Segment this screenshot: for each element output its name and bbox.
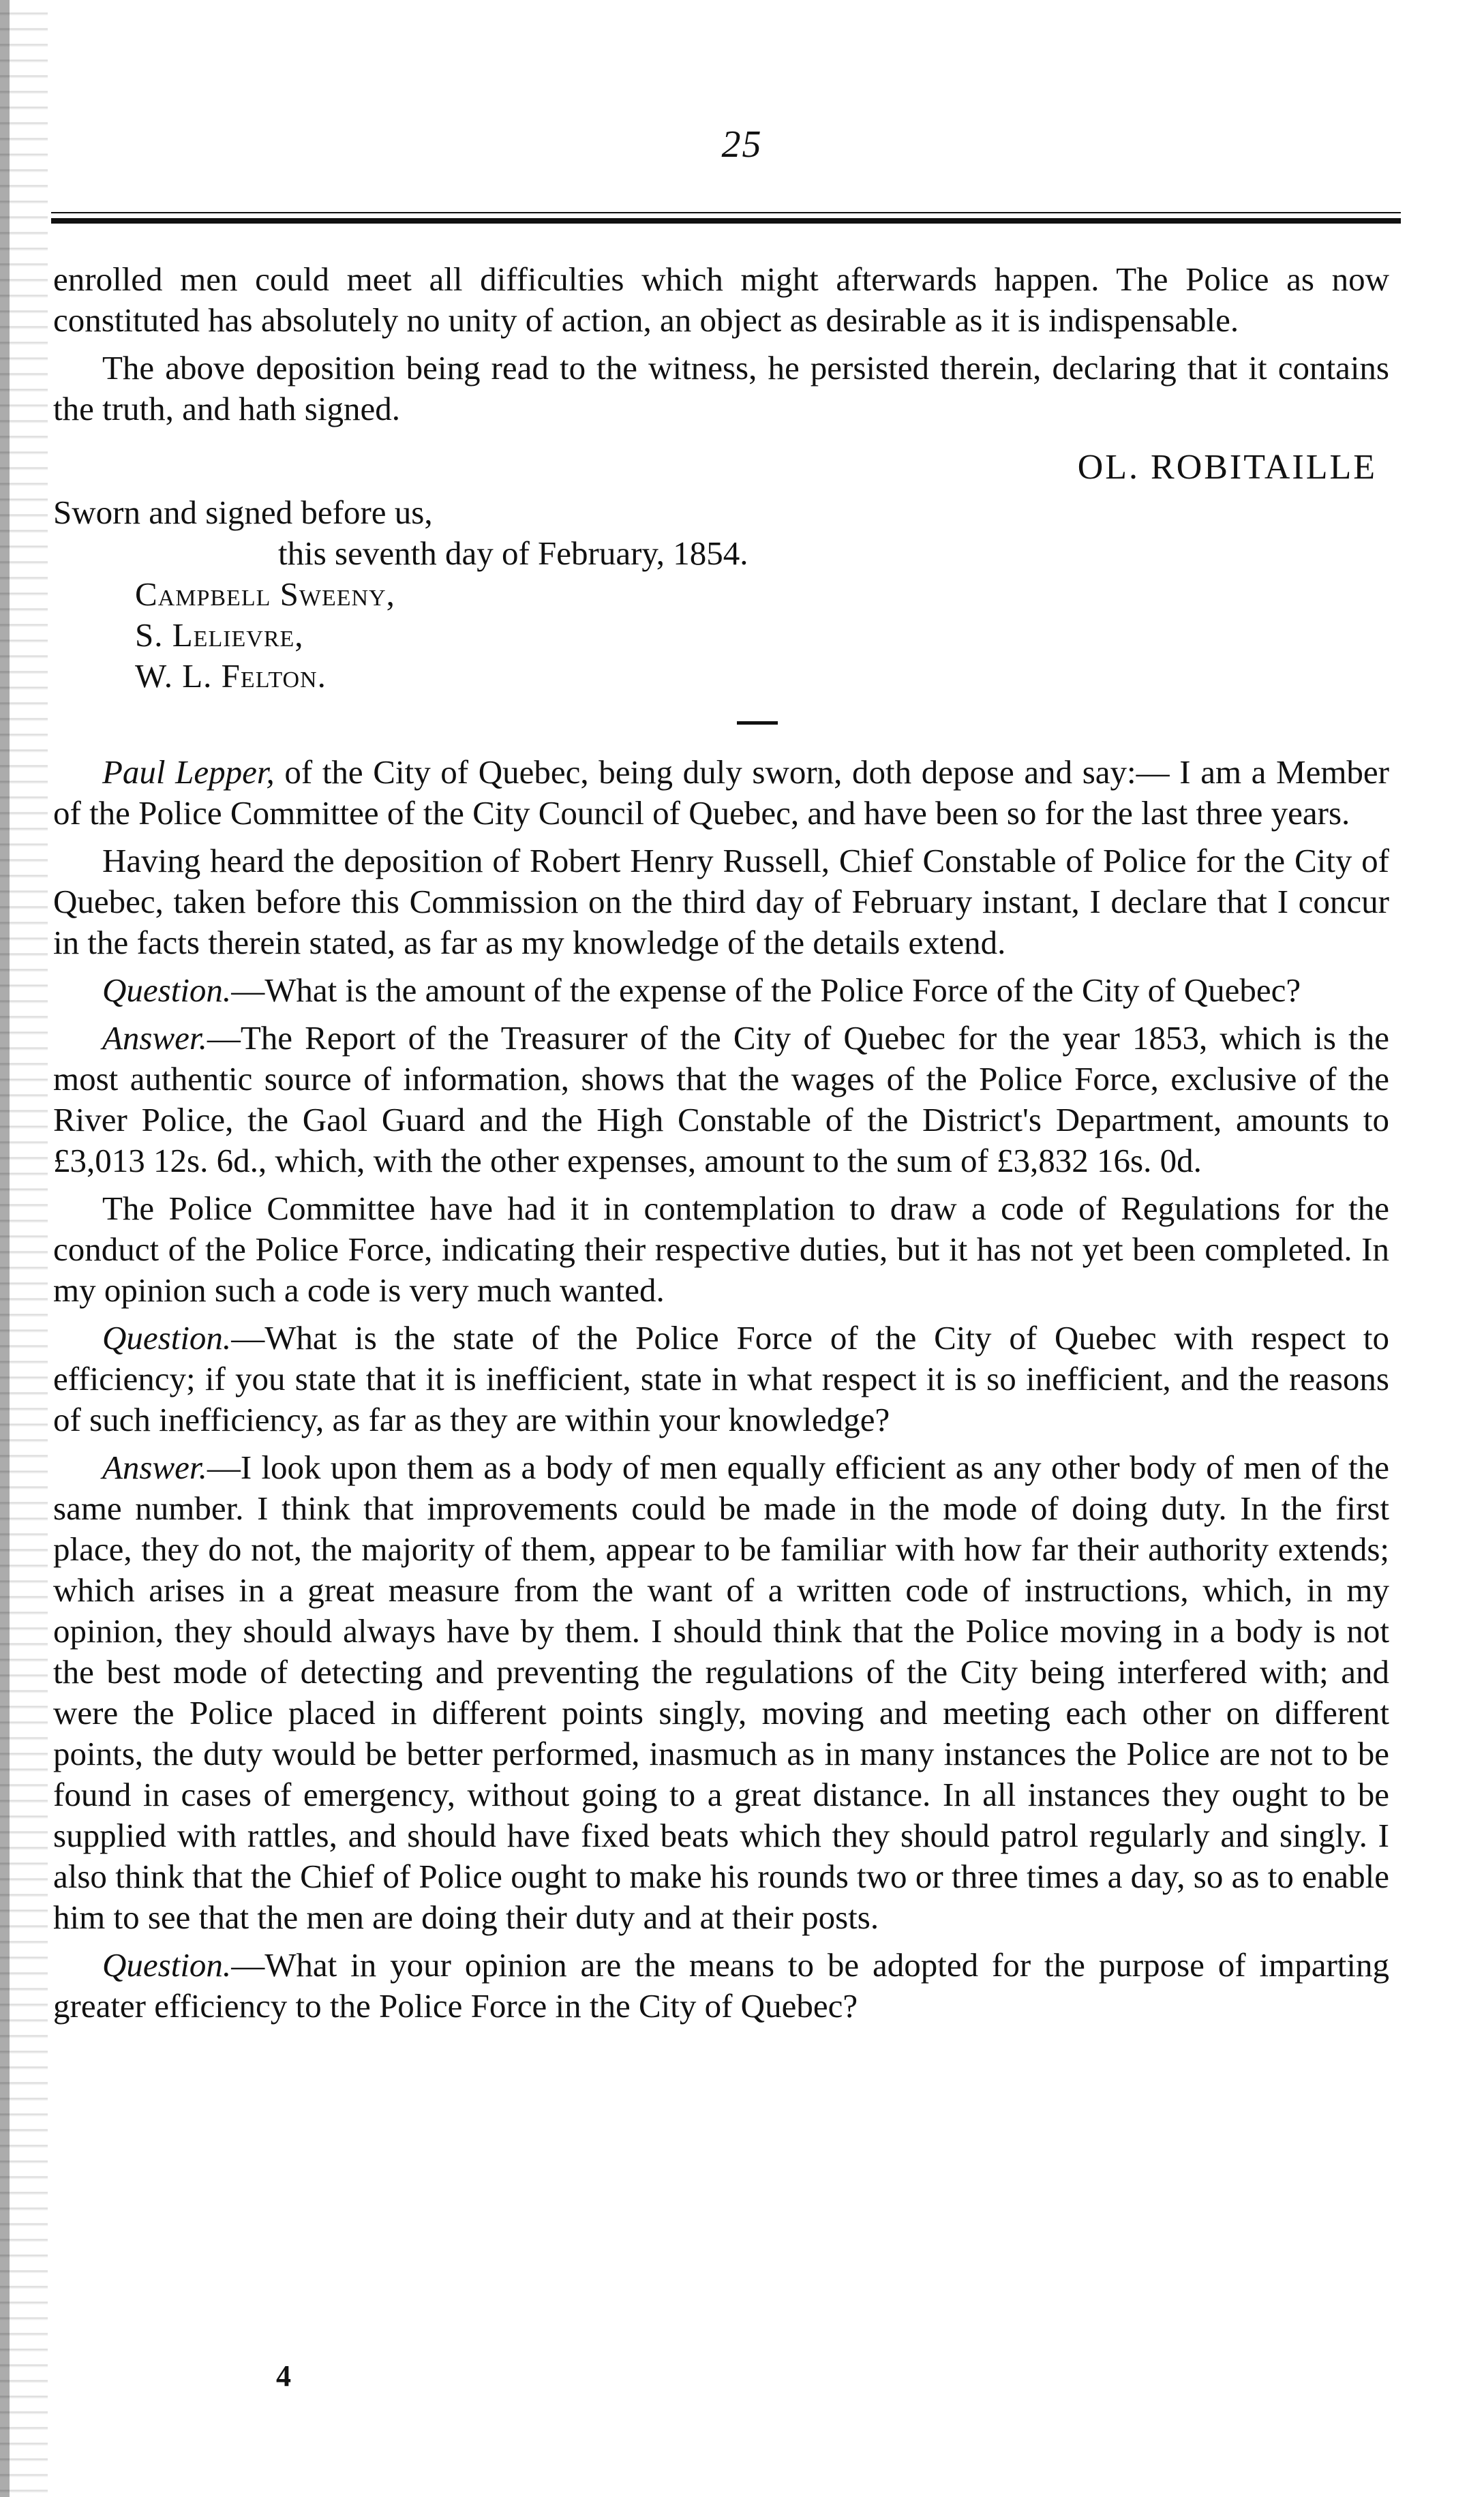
answer-1 (53, 1018, 1389, 1181)
sworn-line: Sworn and signed before us, (53, 494, 433, 531)
sworn-date: this seventh day of February, 1854. (278, 534, 748, 572)
paragraph-lepper-intro (53, 752, 1389, 834)
question-1 (53, 970, 1389, 1011)
answer-label: Answer. (102, 1019, 207, 1057)
paragraph-having-heard: Having heard the deposition of Robert Henry Russell, Chief Constable of Police for the City of Quebec, taken before this Commission on the third day of February instant, I declare that I concur in the facts therein stated, as far as my knowledge of the details extend. (53, 842, 1389, 961)
header-rule-thick (51, 218, 1401, 224)
witness-name: S. Lelievre, (135, 616, 304, 654)
question-label: Question. (102, 1319, 232, 1357)
binding-gutter (0, 0, 48, 2497)
lepper-intro-text: of the City of Quebec, being duly sworn, doth depose and say:— I am a Member of the Police Committee of the City Council of Quebec, and have been so for the last three years. (53, 753, 1390, 832)
body-text (53, 259, 1389, 2027)
question-3 (53, 1945, 1389, 2027)
answer-2 (53, 1447, 1389, 1938)
paragraph-committee: The Police Committee have had it in contemplation to draw a code of Regulations for the conduct of the Police Force, indicating their respective duties, but it has not yet been completed. In my opinion such a code is very much wanted. (53, 1190, 1389, 1309)
footer-signature-mark: 4 (276, 2359, 291, 2393)
section-divider (737, 721, 778, 725)
answer-text: —I look upon them as a body of men equally efficient as any other body of men of the same number. I think that improvements could be made in the mode of doing duty. In the first place, they do not, the majority of them, appear to be familiar with how far their authority extends; which arises in a great measure from the want of a written code of instructions, which, in my opinion, they should always have by them. I should think that the Police moving in a body is not the best mode of detecting and preventing the regulations of the City being interfered with; and were the Police placed in different points singly, moving and meeting each other on different points, the duty would be better performed, inasmuch as in many instances the Police are not to be found in cases of emergency, without going to a great distance. In all instances they ought to be supplied with rattles, and should have fixed beats which they should patrol regularly and singly. I also think that the Chief of Police ought to make his rounds two or three times a day, so as to enable him to see that the men are doing their duty and at their posts. (53, 1449, 1389, 1936)
witness-name: W. L. Felton. (135, 657, 327, 695)
question-2 (53, 1318, 1389, 1440)
question-text: —What in your opinion are the means to be adopted for the purpose of imparting greater efficiency to the Police Force in the City of Quebec? (53, 1946, 1389, 2025)
witness-name: Campbell Sweeny, (135, 575, 395, 613)
answer-text: —The Report of the Treasurer of the City of Quebec for the year 1853, which is the most authentic source of information, shows that the wages of the Police Force, exclusive of the River Police, the Gaol Guard and the High Constable of the District's Department, amounts to £3,013 12s. 6d., which, with the other expenses, amount to the sum of £3,832 16s. 0d. (53, 1019, 1389, 1179)
answer-label: Answer. (102, 1449, 207, 1486)
question-label: Question. (102, 1946, 232, 1984)
paragraph-deposition: The above deposition being read to the witness, he persisted therein, declaring that it contains the truth, and hath signed. (53, 349, 1389, 427)
signature: OL. ROBITAILLE (1077, 448, 1377, 487)
deponent-name: Paul Lepper, (102, 753, 275, 791)
paragraph-continuation: enrolled men could meet all difficulties which might afterwards happen. The Police as now constituted has absolutely no unity of action, an object as desirable as it is indispensable. (53, 260, 1389, 339)
question-label: Question. (102, 971, 232, 1009)
header-rule-thin (51, 212, 1401, 213)
page-number: 25 (721, 123, 763, 166)
question-text: —What is the state of the Police Force of the City of Quebec with respect to efficiency; if you state that it is inefficient, state in what respect it is so inefficient, and the reasons of such inefficiency, as far as they are within your knowledge? (53, 1319, 1389, 1438)
question-text: —What is the amount of the expense of the Police Force of the City of Quebec? (231, 971, 1301, 1009)
